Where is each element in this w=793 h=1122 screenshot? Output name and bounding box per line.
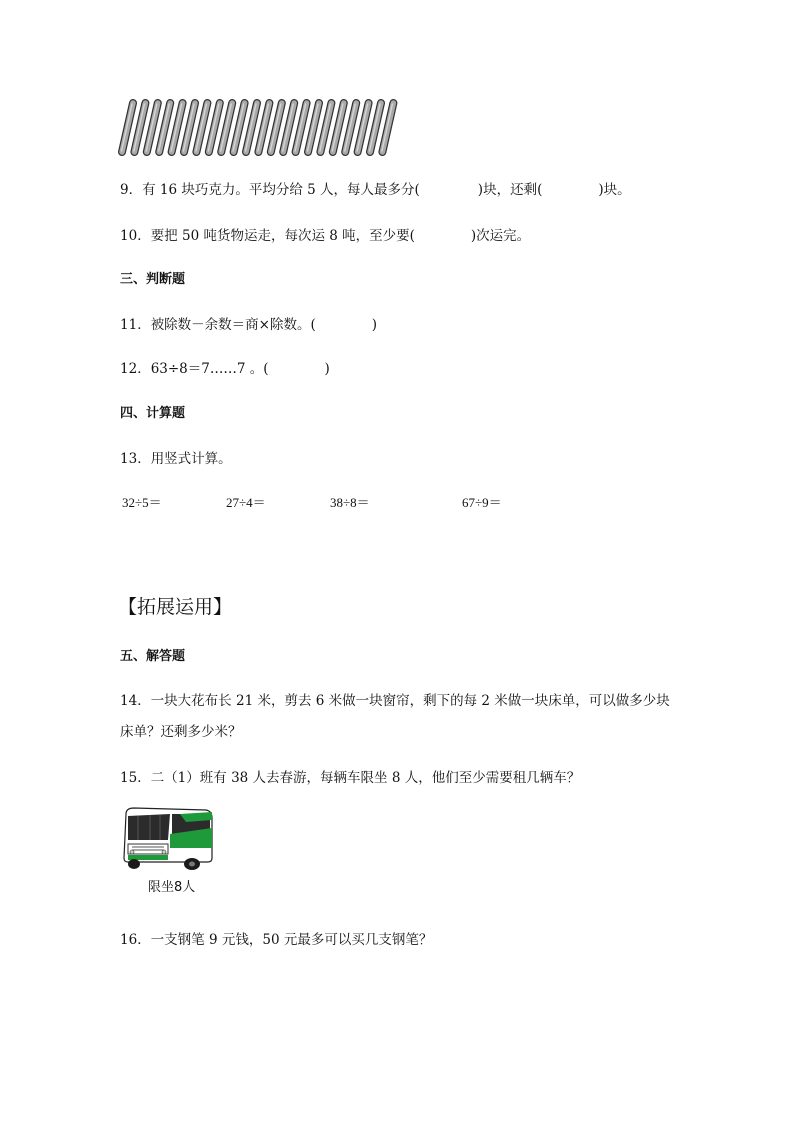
stick: [122, 103, 134, 152]
stick: [258, 103, 270, 152]
stick: [134, 103, 146, 152]
question-14-line2: 床单？还剩多少米？: [120, 724, 242, 740]
stick: [308, 103, 320, 152]
question-text: 有 16 块巧克力。平均分给 5 人，每人最多分(: [142, 182, 420, 198]
question-number: 13: [120, 451, 138, 467]
calc-item: 32÷5＝: [122, 495, 162, 510]
question-12: 12．63÷8＝7……7 。( ): [120, 361, 330, 377]
question-text: 用竖式计算。: [150, 451, 232, 467]
section-heading-answer: 五、解答题: [120, 649, 186, 664]
stick: [320, 103, 332, 152]
question-number: 11: [120, 317, 138, 333]
stick: [295, 103, 307, 152]
stick: [159, 103, 171, 152]
question-text: 要把 50 吨货物运走，每次运 8 吨，至少要(: [150, 228, 415, 244]
question-11: 11．被除数－余数＝商×除数。( ): [120, 317, 378, 333]
stick: [184, 103, 196, 152]
stick: [332, 103, 344, 152]
question-number: 15: [120, 770, 138, 786]
question-number: 10: [120, 228, 138, 244]
bus-caption: 限坐8人: [148, 880, 196, 895]
question-13: 13．用竖式计算。: [120, 451, 232, 467]
question-number: 16: [120, 932, 138, 948]
question-10: 10．要把 50 吨货物运走，每次运 8 吨，至少要( )次运完。: [120, 228, 531, 244]
question-number: 12: [120, 361, 138, 377]
sticks-illustration: [116, 98, 400, 158]
stick: [171, 103, 183, 152]
calc-item: 27÷4＝: [226, 495, 266, 510]
stick: [370, 103, 382, 152]
stick: [221, 103, 233, 152]
stick: [196, 103, 208, 152]
question-number: 14: [120, 693, 138, 709]
bus-icon: [120, 806, 214, 870]
calc-item: 38÷8＝: [330, 495, 370, 510]
calc-item: 67÷9＝: [462, 495, 502, 510]
question-9: 9．有 16 块巧克力。平均分给 5 人，每人最多分( )块，还剩( )块。: [120, 182, 631, 198]
stick: [233, 103, 245, 152]
stick: [357, 103, 369, 152]
stick: [208, 103, 220, 152]
section-heading-calculation: 四、计算题: [120, 406, 186, 421]
question-text: 一块大花布长 21 米，剪去 6 米做一块窗帘，剩下的每 2 米做一块床单，可以做多少块: [150, 693, 670, 709]
question-14: 14．一块大花布长 21 米，剪去 6 米做一块窗帘，剩下的每 2 米做一块床单，可以做多少块: [120, 693, 670, 709]
stick: [345, 103, 357, 152]
extension-heading: 【拓展运用】: [118, 596, 233, 618]
stick: [146, 103, 158, 152]
question-16: 16．一支钢笔 9 元钱，50 元最多可以买几支钢笔？: [120, 932, 433, 948]
stick: [382, 103, 394, 152]
question-text: 63÷8＝7……7 。(: [150, 361, 269, 377]
question-text: 被除数－余数＝商×除数。(: [150, 317, 316, 333]
question-number: 9: [120, 182, 129, 198]
question-text: 一支钢笔 9 元钱，50 元最多可以买几支钢笔？: [150, 932, 433, 948]
stick: [270, 103, 282, 152]
question-15: 15．二（1）班有 38 人去春游，每辆车限坐 8 人，他们至少需要租几辆车？: [120, 770, 581, 786]
stick: [283, 103, 295, 152]
stick: [246, 103, 258, 152]
section-heading-judgement: 三、判断题: [120, 272, 186, 287]
question-text: 二（1）班有 38 人去春游，每辆车限坐 8 人，他们至少需要租几辆车？: [150, 770, 581, 786]
